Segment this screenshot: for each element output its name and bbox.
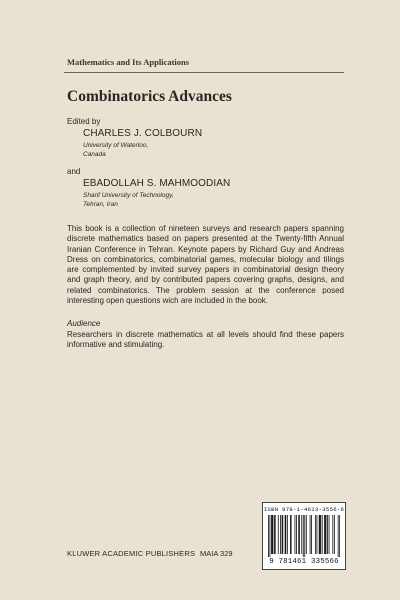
barcode-bar (320, 515, 321, 554)
barcode-bar (306, 515, 307, 554)
audience-text: Researchers in discrete mathematics at all levels should find these papers informative and stimulating. (67, 330, 344, 350)
audience-heading: Audience (67, 319, 101, 328)
barcode-bar (326, 515, 327, 554)
barcode-bar (334, 515, 335, 554)
barcode-bar (303, 515, 304, 557)
series-name: Mathematics and Its Applications (67, 57, 190, 67)
editor-1-affiliation-line-1: University of Waterloo, (83, 142, 149, 149)
series-code: MAIA 329 (200, 549, 233, 558)
barcode-bars (268, 515, 340, 557)
publisher-name: KLUWER ACADEMIC PUBLISHERS (67, 549, 196, 558)
barcode-bar (298, 515, 299, 554)
barcode-bar (315, 515, 316, 554)
barcode-bar (295, 515, 296, 554)
header-rule (64, 72, 344, 73)
barcode-digits: 9 781461 335566 (269, 558, 339, 566)
barcode-bar (317, 515, 318, 554)
barcode-bar (290, 515, 291, 554)
barcode-bar (338, 515, 339, 557)
barcode-bar (268, 515, 269, 557)
barcode-bar (310, 515, 311, 554)
barcode-bar (271, 515, 272, 554)
barcode-bar (270, 515, 271, 557)
barcode-bar (325, 515, 326, 554)
barcode-bar (329, 515, 330, 554)
barcode-bar (320, 515, 321, 554)
barcode-bar (299, 515, 300, 554)
editor-2-affiliation-line-2: Tehran, Iran (83, 200, 118, 208)
book-title: Combinatorics Advances (67, 88, 232, 105)
barcode (262, 502, 346, 570)
barcode-bar (280, 515, 281, 554)
book-description: This book is a collection of nineteen surveys and research papers spanning discrete mathematics based on papers presented at the Twenty-fifth Annual Iranian Conference in Tehran. Keynote papers by Richard Guy and Andreas Dress on combinatorics, combinatorial games, molecular biology and tilings are complemented by invited survey papers in combinatorial design theory and graph theory, and by contributed papers covering graphs, designs, and related combinatorics. The problem session at the conference posed interesting open questions wich are included in the book. (67, 224, 344, 306)
barcode-bar (296, 515, 297, 554)
barcode-bar (272, 515, 273, 554)
barcode-bar (287, 515, 288, 554)
barcode-bar (324, 515, 325, 554)
barcode-bar (327, 515, 328, 554)
editor-1-affiliation-line-2: Canada (83, 150, 106, 158)
barcode-bar (278, 515, 279, 554)
barcode-bar (285, 515, 286, 554)
barcode-bar (282, 515, 283, 554)
edited-by-label: Edited by (67, 117, 101, 126)
barcode-bar (282, 515, 283, 554)
barcode-bar (274, 515, 275, 554)
barcode-bar (322, 515, 323, 554)
barcode-bar (273, 515, 274, 554)
editor-2-name: EBADOLLAH S. MAHMOODIAN (83, 178, 231, 189)
barcode-bar (332, 515, 333, 554)
editor-2-affiliation-line-1: Sharif University of Technology, (83, 192, 174, 199)
barcode-isbn-text: ISBN 978-1-4613-3556-6 (263, 506, 345, 513)
barcode-bar (339, 515, 340, 557)
and-label: and (67, 167, 81, 176)
barcode-bar (301, 515, 302, 554)
barcode-bar (319, 515, 320, 554)
barcode-bar (285, 515, 286, 554)
editor-1-name: CHARLES J. COLBOURN (83, 128, 203, 139)
barcode-bar (304, 515, 305, 557)
barcode-bar (311, 515, 312, 554)
barcode-bar (291, 515, 292, 554)
barcode-bar (275, 515, 276, 554)
